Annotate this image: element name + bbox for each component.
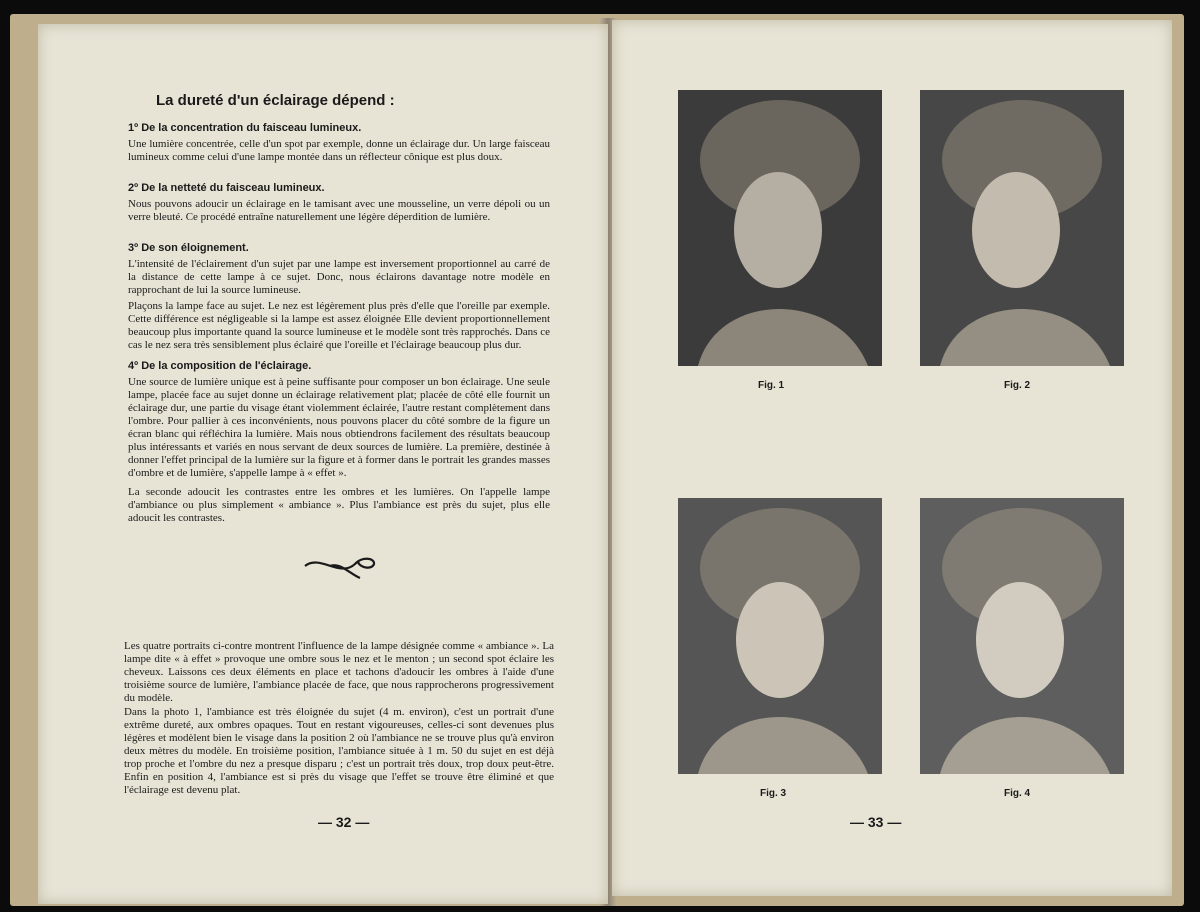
portrait-photo-fig-2 [920, 90, 1124, 366]
section-3-paragraph-2: Plaçons la lampe face au sujet. Le nez est légèrement plus près d'elle que l'oreille par exemple. Cette différence est négligeable si la lampe est assez éloignée Elle devient proportionnellement beaucoup plus importante quand la source lumineuse et le modèle sont très rapprochés. Dans ce cas le nez sera très sensiblement plus éclairé que l'oreille et l'éclairage beaucoup plus dur. [128, 300, 550, 351]
portrait-photo-fig-1 [678, 90, 882, 366]
section-2-paragraph: Nous pouvons adoucir un éclairage en le tamisant avec une mousseline, un verre dépoli ou un verre bleuté. Ce procédé entraîne naturellement une légère déperdition de lumière. [128, 198, 550, 223]
portrait-photo-fig-3 [678, 498, 882, 774]
bottom-paragraph-2: Dans la photo 1, l'ambiance est très éloignée du sujet (4 m. environ), c'est un portrait d'une extrême dureté, aux ombres opaques. Tout en restant vigoureuses, celles-ci sont devenues plus légères et modèlent bien le visage dans la position 2 où l'ambiance ne se trouve plus qu'à environ deux mètres du modèle. En troisième position, l'ambiance située à 1 m. 50 du sujet en est déjà trop proche et l'ombre du nez a presque disparu ; c'est un portrait très doux, trop doux peut-être. Enfin en position 4, l'ambiance est si près du visage que l'effet se trouve être éliminé et que l'éclairage est devenu plat. [124, 706, 554, 796]
section-title-2: 2º De la netteté du faisceau lumineux. [128, 182, 325, 194]
section-title-4: 4º De la composition de l'éclairage. [128, 360, 312, 372]
figure-caption-4: Fig. 4 [1004, 788, 1031, 799]
section-title-3: 3º De son éloignement. [128, 242, 249, 254]
section-4-paragraph-1: Une source de lumière unique est à peine suffisante pour composer un bon éclairage. Une seule lampe, placée face au sujet donne un éclairage relativement plat; placée de côté elle fournit un éclairage dur, une partie du visage étant violemment éclairée, l'autre restant complètement dans l'ombre. Pour pallier à ces inconvénients, nous pouvons placer du côté sombre de la figure un écran blanc qui réfléchira la lumière. Mais nous obtiendrons facilement des résultats beaucoup plus intéressants et variés en nous servant de deux sources de lumière. La première, destinée à donner l'effet principal de la lumière sur la figure et à former dans le portrait les grandes masses d'ombre et de lumière, s'appelle lampe à « effet ». [128, 376, 550, 479]
bottom-paragraph-1: Les quatre portraits ci-contre montrent l'influence de la lampe désignée comme « ambiance ». La lampe dite « à effet » provoque une ombre sous le nez et le menton ; un second spot éclaire les cheveux. Laissons ces deux éléments en place et tachons d'adoucir les ombres à l'aide d'une troisième source de lumière, l'ambiance placée de face, que nous rapprocherons progressivement du modèle. [124, 640, 554, 704]
section-3-paragraph-1: L'intensité de l'éclairement d'un sujet par une lampe est inversement proportionnel au carré de la distance de cette lampe à ce sujet. Donc, nous éclairons davantage notre modèle en rapprochant de lui la source lumineuse. [128, 258, 550, 296]
portrait-photo-fig-4 [920, 498, 1124, 774]
portrait-silhouette-3 [678, 498, 882, 774]
figure-caption-2: Fig. 2 [1004, 380, 1031, 391]
section-title-1: 1º De la concentration du faisceau lumineux. [128, 122, 362, 134]
portrait-silhouette-1 [678, 90, 882, 366]
left-page [38, 24, 608, 904]
portrait-silhouette-4 [920, 498, 1124, 774]
portrait-silhouette-2 [920, 90, 1124, 366]
ornament-flourish [300, 544, 380, 584]
section-4-paragraph-2: La seconde adoucit les contrastes entre les ombres et les lumières. On l'appelle lampe d'ambiance ou plus simplement « ambiance ». Plus l'ambiance est près du sujet, plus elle adoucit les contrastes. [128, 486, 550, 524]
page-number-right: — 33 — [850, 814, 902, 830]
section-1-paragraph: Une lumière concentrée, celle d'un spot par exemple, donne un éclairage dur. Un large faisceau lumineux comme celui d'une lampe montée dans un réflecteur cônique est plus doux. [128, 138, 550, 163]
figure-caption-3: Fig. 3 [760, 788, 787, 799]
page-number-left: — 32 — [318, 814, 370, 830]
page-heading: La dureté d'un éclairage dépend : [156, 92, 395, 109]
right-page [612, 20, 1172, 896]
figure-caption-1: Fig. 1 [758, 380, 785, 391]
